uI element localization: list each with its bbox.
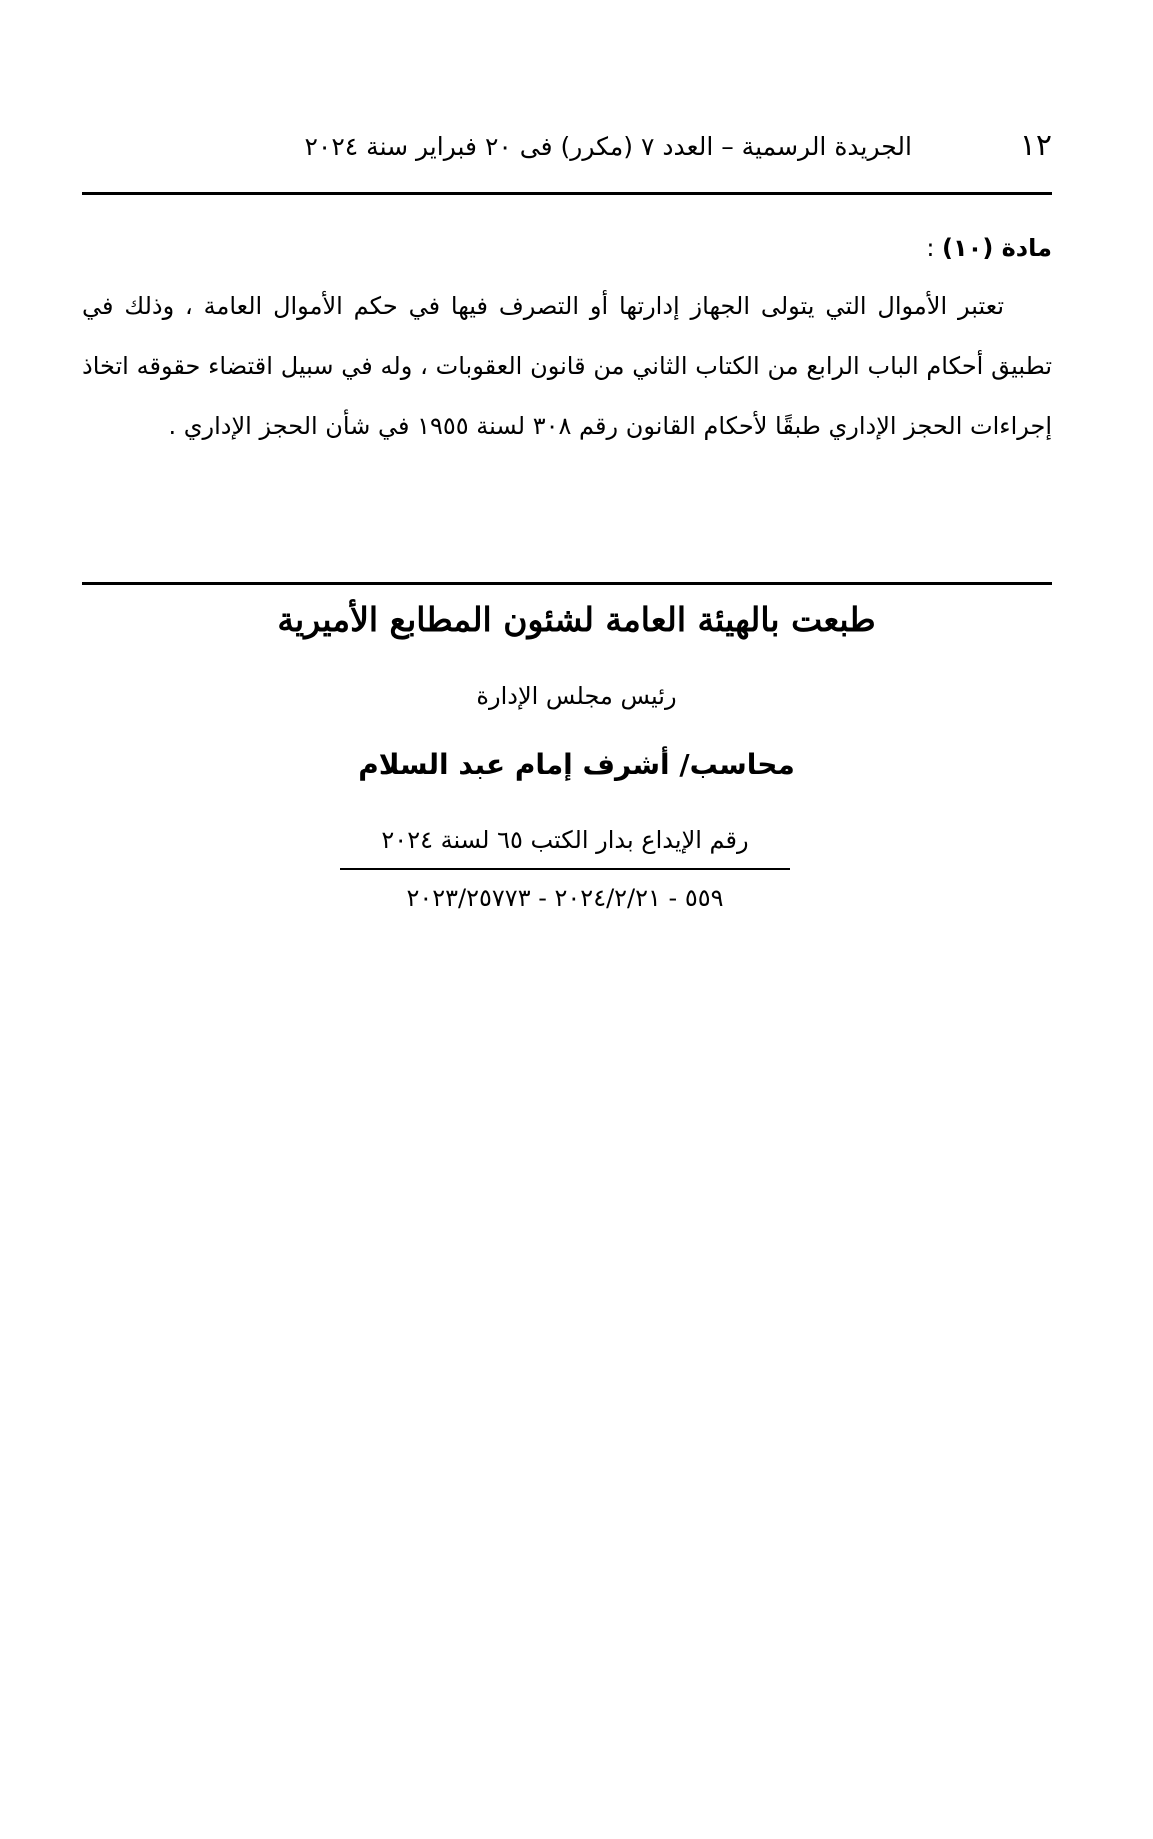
printed-by: طبعت بالهيئة العامة لشئون المطابع الأميرية [277,600,876,639]
header-divider [82,192,1052,195]
deposit-number: رقم الإيداع بدار الكتب ٦٥ لسنة ٢٠٢٤ [340,820,790,870]
article-heading-colon: : [926,234,943,262]
article-heading-label: مادة (١٠) [942,234,1052,262]
article-body: تعتبر الأموال التي يتولى الجهاز إدارتها أو التصرف فيها في حكم الأموال العامة ، وذلك في تطبيق أحكام الباب الرابع من الكتاب الثاني من قانون العقوبات ، وله في سبيل اقتضاء حقوقه اتخاذ إجراءات الحجز الإداري طبقًا لأحكام القانون رقم ٣٠٨ لسنة ١٩٥٥ في شأن الحجز الإداري . [82,292,1052,440]
chair-name: محاسب/ أشرف إمام عبد السلام [358,748,795,781]
article-heading [82,230,1052,266]
deposit-block [340,820,790,918]
page-number: ١٢ [1019,128,1052,163]
chair-title: رئيس مجلس الإدارة [476,682,677,710]
running-title: الجريدة الرسمية – العدد ٧ (مكرر) فى ٢٠ فبراير سنة ٢٠٢٤ [304,132,912,161]
article-10 [82,230,1052,456]
colophon-divider [82,582,1052,585]
page-header [82,128,1052,172]
serial-number: ٥٥٩ - ٢٠٢٤/٢/٢١ - ٢٠٢٣/٢٥٧٧٣ [406,884,724,912]
